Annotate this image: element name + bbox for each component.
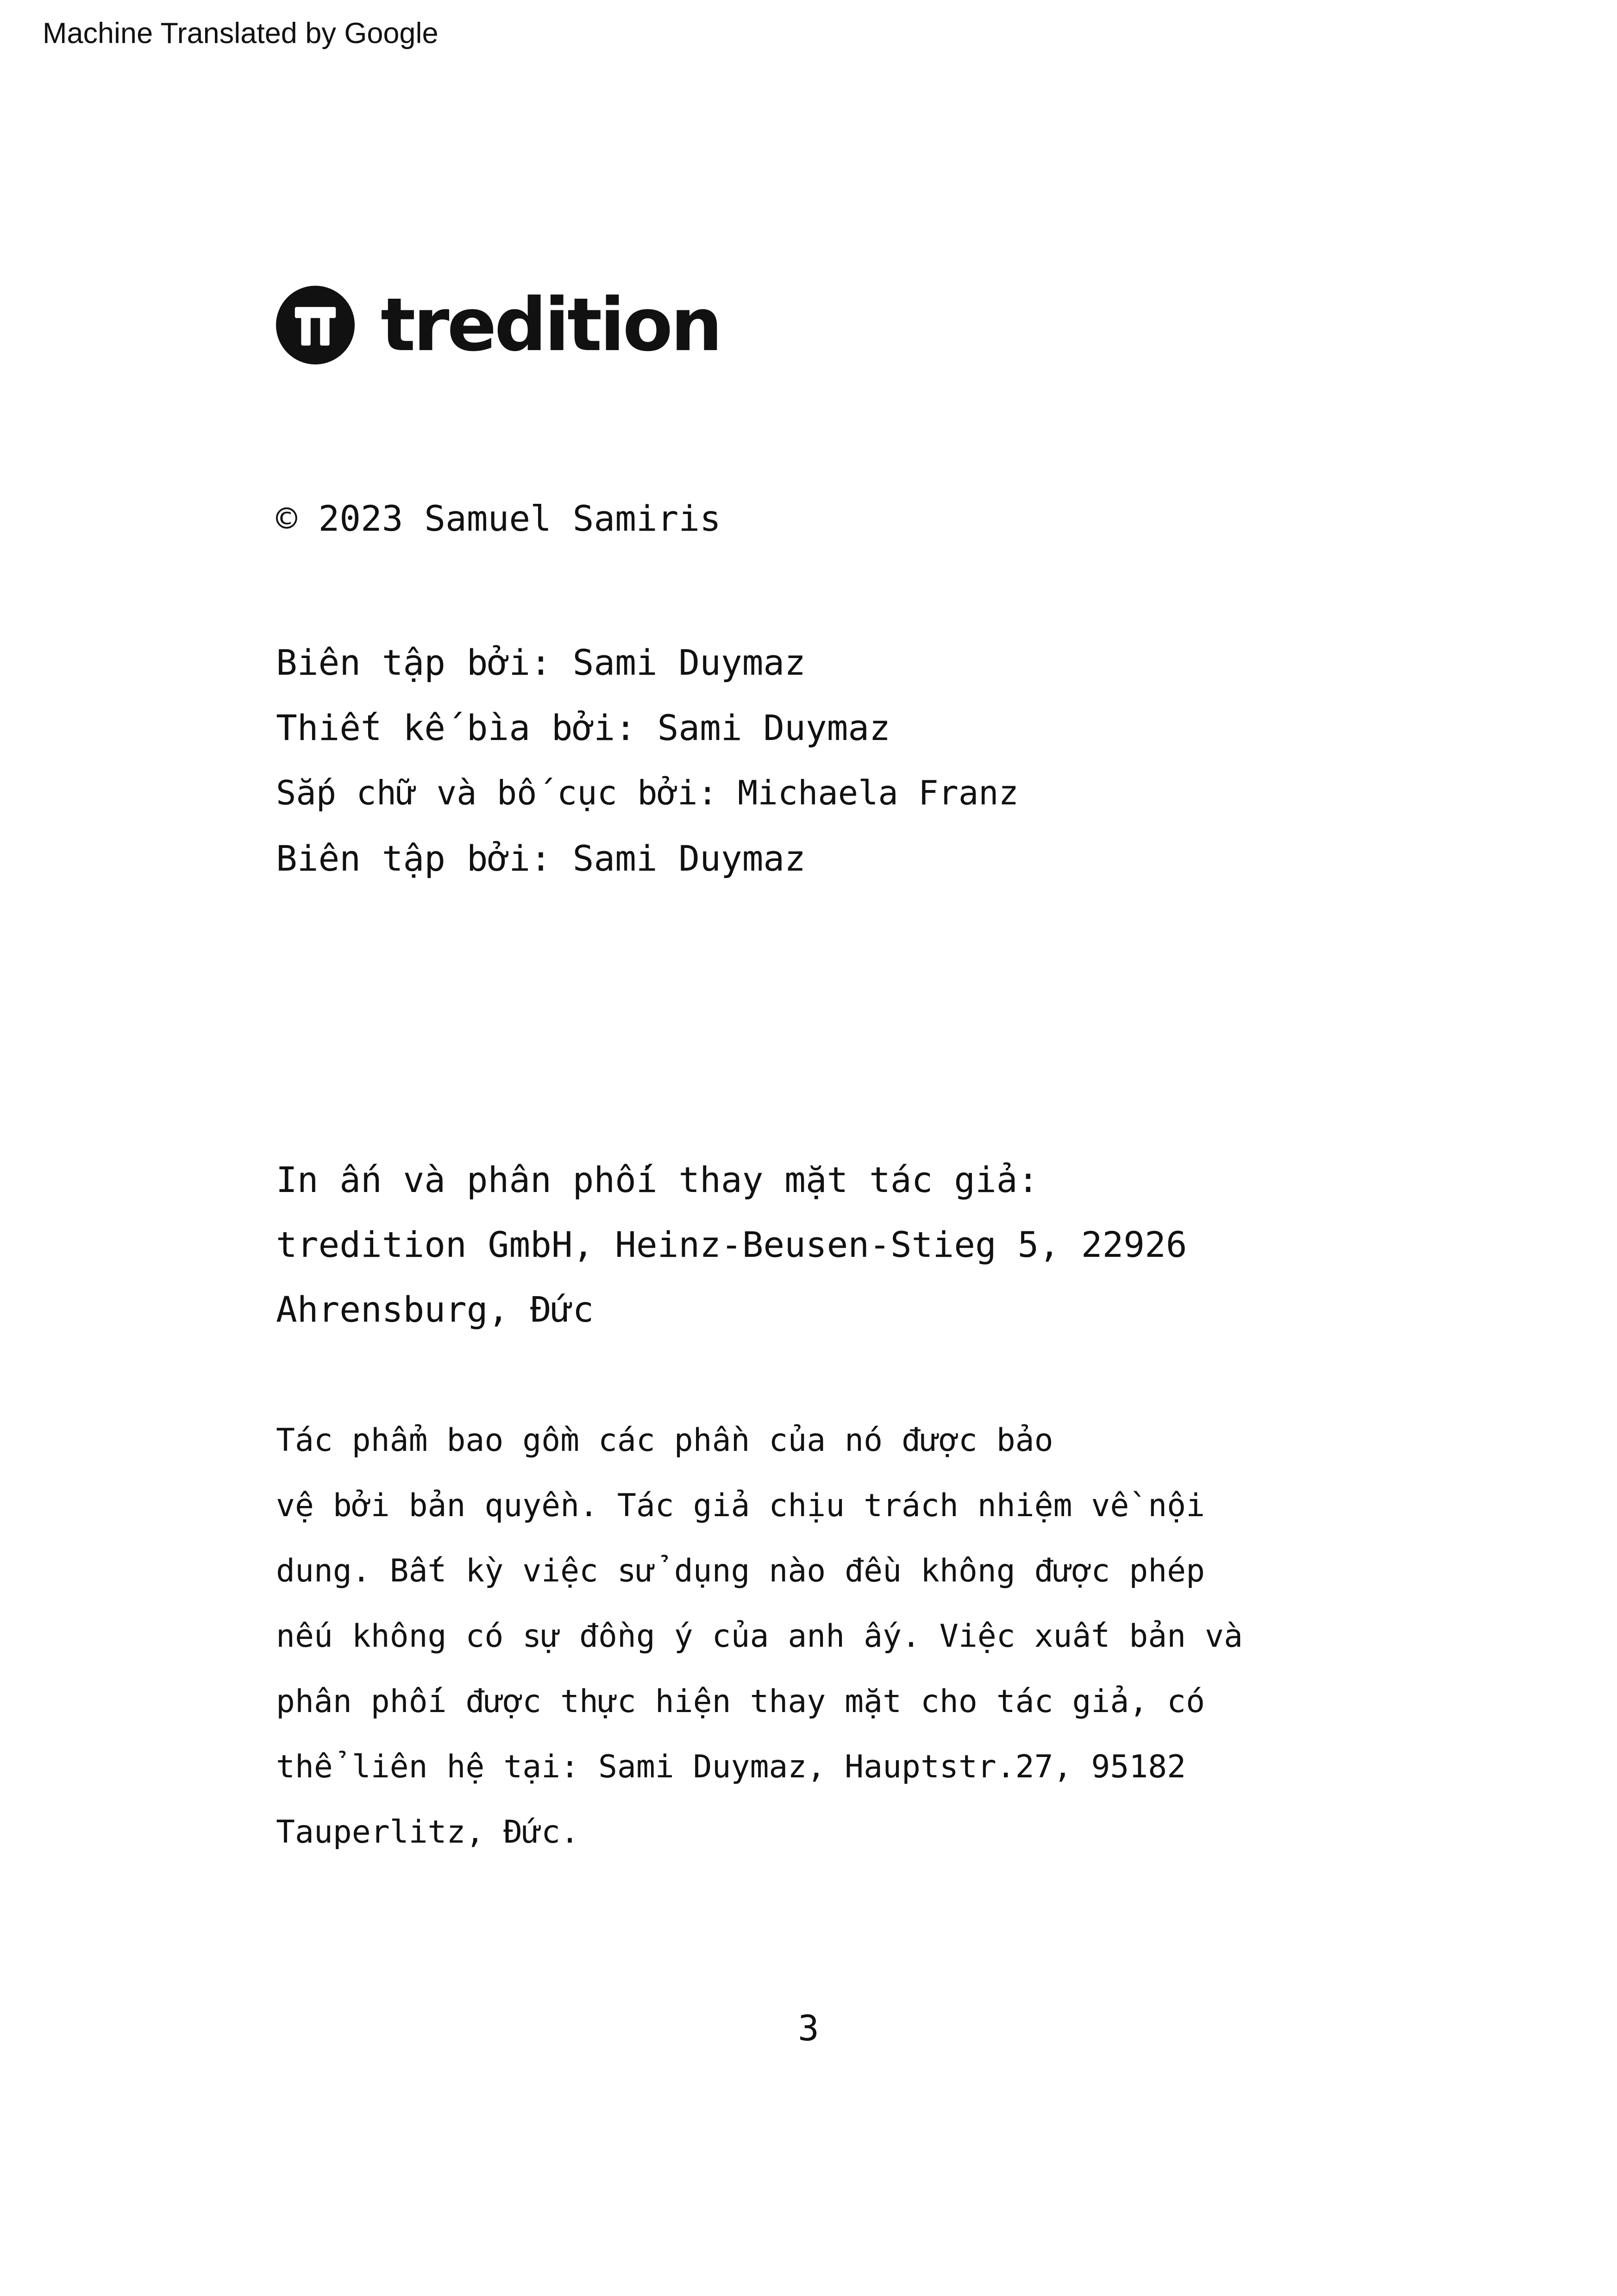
- copyright-statement: [276, 1408, 1243, 1865]
- page-number: 3: [798, 2007, 819, 2049]
- credit-cover-design: Thiết kế bìa bởi: Sami Duymaz: [276, 707, 890, 748]
- publisher-line: Ahrensburg, Đức: [276, 1289, 594, 1330]
- statement-line: thể liên hệ tại: Sami Duymaz, Hauptstr.27, 95182: [276, 1749, 1186, 1785]
- credit-editor-repeat: Biên tập bởi: Sami Duymaz: [276, 838, 806, 879]
- publisher-line: In ấn và phân phối thay mặt tác giả:: [276, 1159, 1039, 1200]
- tredition-logo-icon: [276, 286, 355, 364]
- publisher-block: [276, 1148, 1187, 1342]
- publisher-logo: [276, 284, 721, 366]
- statement-line: Tác phẩm bao gồm các phần của nó được bảo: [276, 1422, 1053, 1459]
- credits-block: [276, 630, 1019, 891]
- copyright-notice: [276, 494, 721, 544]
- credit-editor: Biên tập bởi: Sami Duymaz: [276, 642, 806, 683]
- statement-line: Tauperlitz, Đức.: [276, 1814, 580, 1851]
- translation-banner: Machine Translated by Google: [43, 17, 439, 50]
- statement-line: vệ bởi bản quyền. Tác giả chịu trách nhiệm về nội: [276, 1487, 1205, 1524]
- statement-line: nếu không có sự đồng ý của anh ấy. Việc xuất bản và: [276, 1618, 1243, 1655]
- credit-typesetting: Sắp chữ và bố cục bởi: Michaela Franz: [276, 773, 1019, 812]
- publisher-line: tredition GmbH, Heinz-Beusen-Stieg 5, 22926: [276, 1224, 1187, 1265]
- statement-line: dung. Bất kỳ việc sử dụng nào đều không được phép: [276, 1553, 1205, 1589]
- copyright-text: © 2023 Samuel Samiris: [276, 498, 721, 539]
- logo-wordmark: tredition: [381, 282, 721, 368]
- statement-line: phân phối được thực hiện thay mặt cho tác giả, có: [276, 1683, 1205, 1720]
